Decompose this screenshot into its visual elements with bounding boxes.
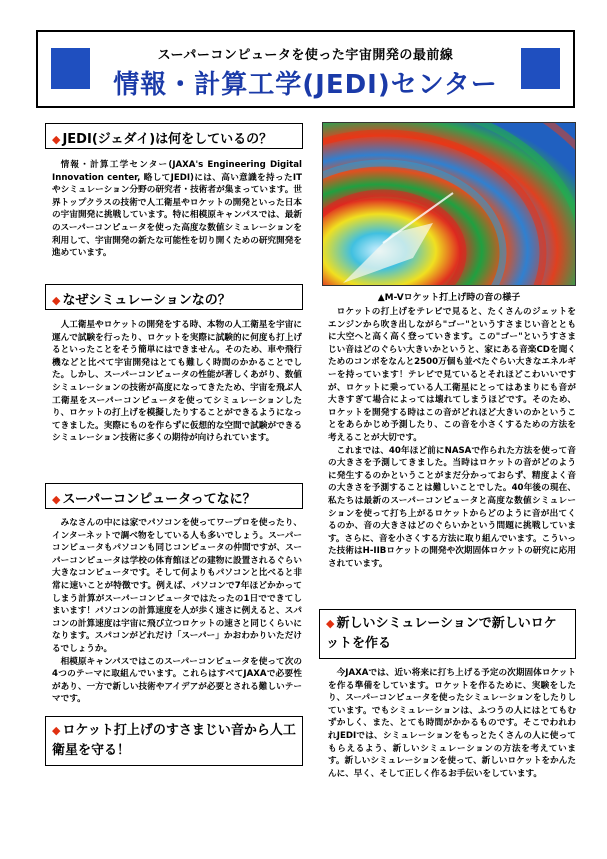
diamond-icon: ◆	[52, 724, 61, 737]
section-heading-text: ロケット打上げのすさまじい音から人工衛星を守る！	[52, 723, 296, 758]
header-subtitle: スーパーコンピュータを使った宇宙開発の最前線	[157, 48, 454, 63]
diamond-icon: ◆	[52, 294, 61, 307]
section-heading-supercomputer	[45, 483, 303, 509]
diamond-icon: ◆	[52, 133, 61, 146]
figure-caption: ▲M-Vロケット打上げ時の音の様子	[377, 293, 521, 303]
simulation-figure	[322, 122, 576, 286]
section-heading-why-simulation	[45, 284, 303, 310]
diamond-icon: ◆	[326, 617, 335, 630]
section-heading-jedi	[45, 123, 303, 149]
section-heading-text: 新しいシミュレーションで新しいロケットを作る	[326, 616, 557, 651]
section-heading-text: スーパーコンピュータってなに？	[62, 492, 256, 507]
section-body-why-simulation	[52, 319, 302, 445]
paragraph: 今JAXAでは、近い将来に打ち上げる予定の次期固体ロケットを作る準備をしています。ロケットを作るために、実験をしたり、スーパーコンピュータを使ったシミュレーションをしたりしています。でもシミュレーションは、ふつうの人にはとてもむずかしく、また、とても時間がかかるものです。そこでわれわれJEDIでは、シミュレーションをもっとたくさんの人に使ってもらえるよう、新しいシミュレーションの方法を考えています。新しいシミュレーションを使って、新しいロケットをかんたんに、早く、そして正しく作るお手伝いをしています。	[328, 668, 576, 779]
section-body-rocket-noise	[328, 306, 576, 570]
paragraph: 相模原キャンパスではこのスーパーコンピュータを使って次の4つのテーマに取組んでいます。これらはすべてJAXAで必要性があり、一方で新しい技術やアイデアが必要とされる難しいテーマです。	[52, 656, 302, 705]
paragraph: みなさんの中には家でパソコンを使ってワープロを使ったり、インターネットで調べ物をしている人も多いでしょう。スーパーコンピュータもパソコンも同じコンピュータの仲間ですが、スーパーコンピュータは学校の体育館ほどの建物に設置されるぐらい大きなコンピュータです。そして何よりもパソコンと比べると非常に速いことが特徴です。例えば、パソコンで7年ほどかかってしまう計算がスーパーコンピュータではたったの1日でできてしまいます！パソコンの計算速度を人が歩く速さに例えると、スパコンの計算速度は宇宙に飛び立つロケットの速さと同じくらいになります。スパコンがどれだけ「スーパー」かおわかりいただけるでしょうか。	[52, 518, 302, 654]
paragraph: 人工衛星やロケットの開発をする時、本物の人工衛星を宇宙に運んで試験を行ったり、ロケットを実際に試験的に何度も打上げるといったことをそう簡単にはできません。そのため、車や飛行機などと比べて宇宙開発はとても難しく時間のかかることでした。しかし、スーパーコンピュータの性能が著しくあがり、数値シミュレーションの技術が高度になってきたため、宇宙を飛ぶ人工衛星をスーパーコンピュータを使ってシミュレーションしたり、ロケットの打上げを模擬したりすることができるようになってきました。実際にものを作らずに仮想的な空間で試験ができるシミュレーション技術に多くの期待が向けられています。	[52, 320, 302, 444]
paragraph: これまでは、40年ほど前にNASAで作られた方法を使って音の大きさを予測してきました。当時はロケットの音がどのように発生するのかということがまだ分かっておらず、精度よく音の大きさを予測することは難しいことでした。40年後の現在、私たちは最新のスーパーコンピュータと高度な数値シミュレーションを使って打ち上がるロケットからどのように音が出てくるのか、音の大きさはどのぐらいかという問題に挑戦しています。さらに、音を小さくする方法に取り組んでいます。こういった技術はH-IIBロケットの開発や次期固体ロケットの研究に応用されています。	[328, 445, 576, 569]
section-heading-text: なぜシミュレーションなの？	[62, 293, 231, 308]
diamond-icon: ◆	[52, 493, 61, 506]
section-heading-rocket-noise	[45, 716, 303, 766]
section-body-new-simulation	[328, 667, 576, 780]
paragraph: ロケットの打上げをテレビで見ると、たくさんのジェットをエンジンから吹き出しながら"ゴー"というすさまじい音とともに大空へと高く高く登っていきます。この"ゴー"というすさまじい音はどのぐらい大きいかというと、家にある音楽CDを聞くためのコンポをなんと2500万個も並べたぐらい大きなエネルギーを持っています！テレビで見ているとそれほどこわいいですが、ロケットに乗っている人工衛星にとってはあまりにも音が大きすぎて場合によっては壊れてしまうほどです。そのため、ロケットを開発する時はこの音がどれほど大きいのかということをあらかじめ予測したり、この音を小さくするための方法を考えることが大切です。	[328, 307, 576, 443]
section-heading-text: JEDI(ジェダイ)は何をしているの？	[62, 132, 273, 147]
header-right-square	[521, 48, 560, 89]
page-header	[36, 30, 575, 108]
paragraph: 情報・計算工学センター(JAXA's Engineering Digital Innovation center, 略してJEDI)には、高い意識を持ったITやシミュレーション分野の研究者・技術者が集まっています。世界トップクラスの技術で人工衛星やロケットの開発といった日本の宇宙開発に挑戦しています。特に相模原キャンパスでは、最新のスーパーコンピュータを使った高度な数値シミュレーションを利用して、宇宙開発の新たな可能性を切り開くための研究開発を進めています。	[52, 160, 302, 259]
section-body-jedi	[52, 159, 302, 260]
section-heading-new-simulation	[319, 609, 576, 659]
page-title: 情報・計算工学(JEDI)センター	[113, 70, 498, 100]
section-body-supercomputer	[52, 517, 302, 706]
acoustic-simulation-image	[323, 123, 576, 286]
